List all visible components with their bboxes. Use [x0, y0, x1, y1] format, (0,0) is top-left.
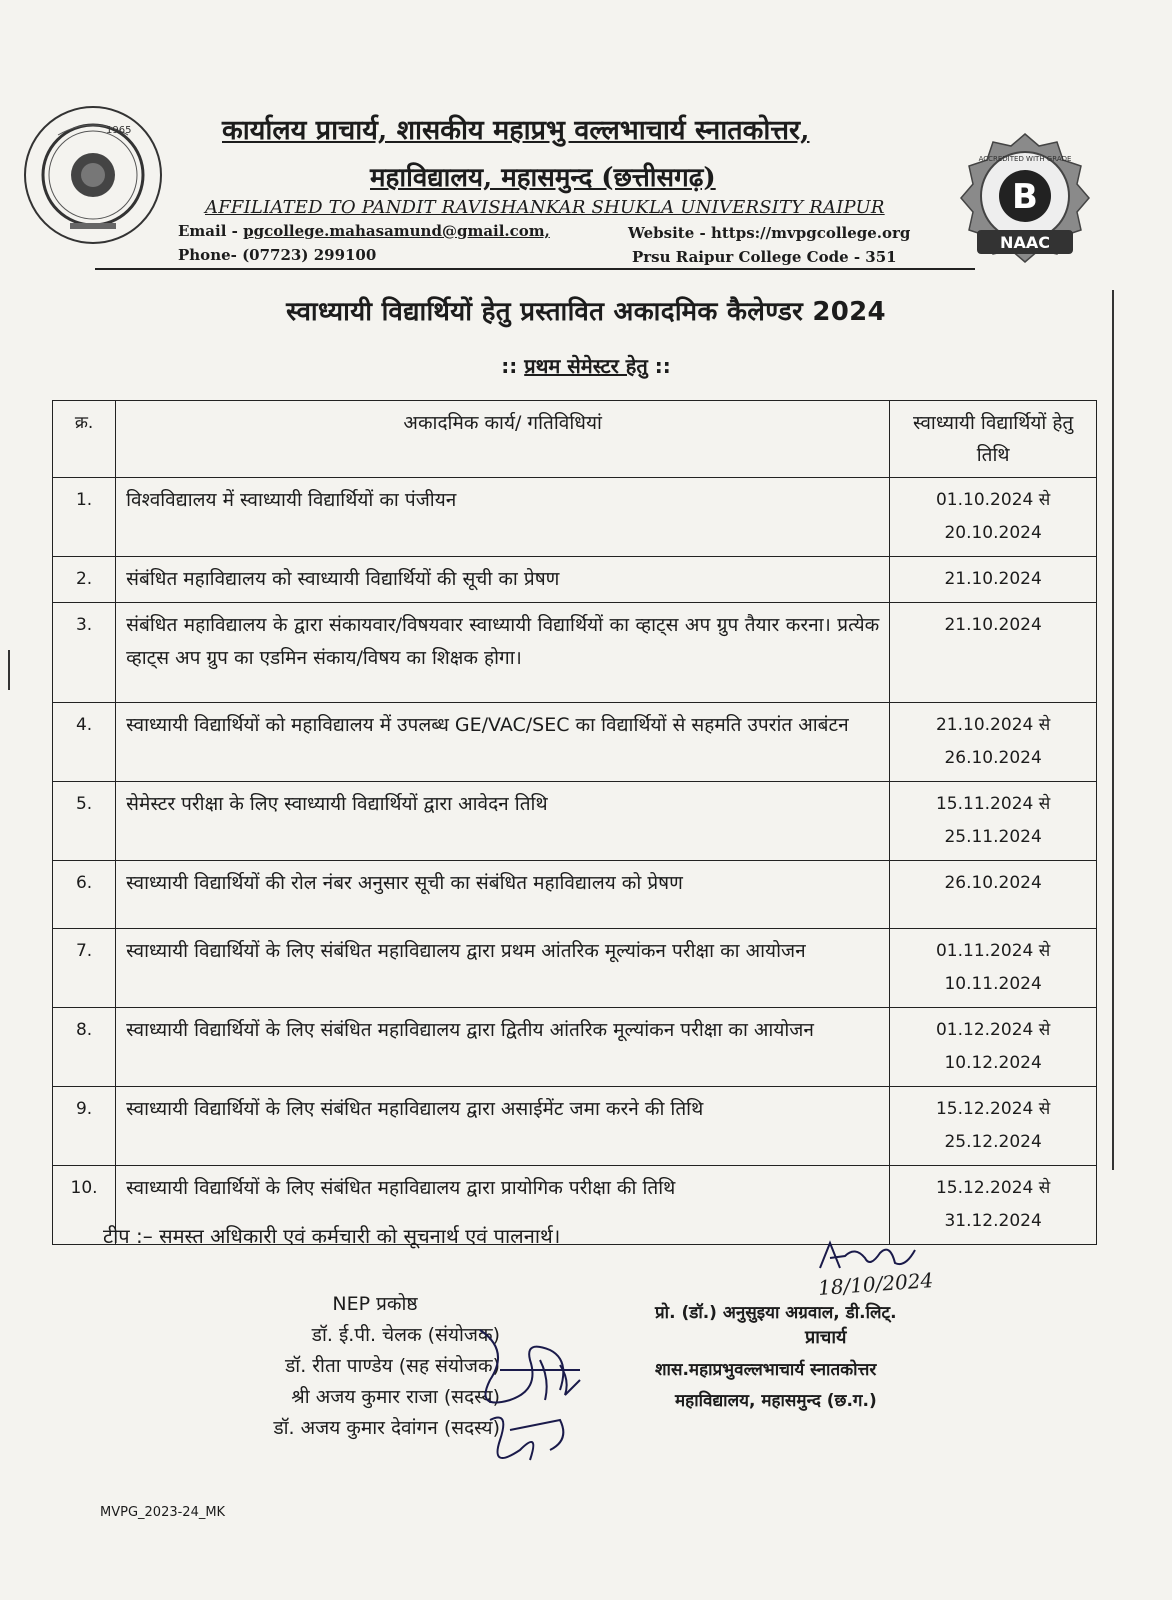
date-from: 26.10.2024 [944, 873, 1042, 893]
subtitle-prefix: :: [501, 354, 525, 378]
row-sn: 9. [53, 1087, 116, 1166]
header-affiliation: AFFILIATED TO PANDIT RAVISHANKAR SHUKLA UNIVERSITY RAIPUR [205, 197, 885, 218]
footer-code: MVPG_2023-24_MK [100, 1505, 226, 1520]
date-from: 21.10.2024 [944, 615, 1042, 635]
college-seal-icon [18, 95, 168, 255]
table-row [53, 1087, 1097, 1166]
nep-member: डॉ. अजय कुमार देवांगन (सदस्य) [273, 1417, 500, 1439]
header-email [178, 222, 550, 240]
row-activity: स्वाध्यायी विद्यार्थियों के लिए संबंधित महाविद्यालय द्वारा प्रायोगिक परीक्षा की तिथि [116, 1166, 890, 1245]
row-date [890, 703, 1097, 782]
row-activity: संबंधित महाविद्यालय को स्वाध्यायी विद्यार्थियों की सूची का प्रेषण [116, 557, 890, 603]
row-date [890, 782, 1097, 861]
row-date [890, 861, 1097, 929]
page-subtitle [0, 352, 1172, 379]
header-activity: अकादमिक कार्य/ गतिविधियां [116, 401, 890, 478]
signatory-block [655, 1300, 995, 1411]
table-row [53, 478, 1097, 557]
svg-text:NAAC: NAAC [1000, 233, 1050, 252]
page-edge-mark [8, 650, 10, 690]
row-sn: 2. [53, 557, 116, 603]
table-body [53, 478, 1097, 1245]
svg-text:ACCREDITED WITH GRADE: ACCREDITED WITH GRADE [978, 155, 1072, 163]
date-to: 25.12.2024 [944, 1132, 1042, 1152]
date-to: 26.10.2024 [944, 748, 1042, 768]
row-date [890, 1008, 1097, 1087]
row-date [890, 929, 1097, 1008]
row-date [890, 1087, 1097, 1166]
date-from: 21.10.2024 [944, 569, 1042, 589]
date-to: 31.12.2024 [944, 1211, 1042, 1231]
row-activity: स्वाध्यायी विद्यार्थियों के लिए संबंधित महाविद्यालय द्वारा द्वितीय आंतरिक मूल्यांकन परीक्षा का आयोजन [116, 1008, 890, 1087]
nep-cell-block [160, 1290, 500, 1444]
header-website[interactable]: Website - https://mvpgcollege.org [628, 224, 911, 242]
date-to: 10.11.2024 [944, 974, 1042, 994]
svg-text:1965: 1965 [106, 125, 132, 136]
row-sn: 6. [53, 861, 116, 929]
row-sn: 7. [53, 929, 116, 1008]
table-row [53, 557, 1097, 603]
page-edge-line [1112, 290, 1114, 1170]
header-email-label: Email - [178, 222, 244, 240]
date-from: 01.10.2024 से [935, 490, 1051, 510]
nep-member: श्री अजय कुमार राजा (सदस्य) [291, 1386, 500, 1408]
header-college-code: Prsu Raipur College Code - 351 [632, 248, 897, 266]
date-from: 21.10.2024 से [935, 715, 1051, 735]
row-activity: सेमेस्टर परीक्षा के लिए स्वाध्यायी विद्यार्थियों द्वारा आवेदन तिथि [116, 782, 890, 861]
signatory-name: प्रो. (डॉ.) अनुसुइया अग्रवाल, डी.लिट्. [655, 1303, 897, 1323]
row-activity: स्वाध्यायी विद्यार्थियों के लिए संबंधित महाविद्यालय द्वारा प्रथम आंतरिक मूल्यांकन परीक्षा का आयोजन [116, 929, 890, 1008]
row-sn: 3. [53, 603, 116, 703]
row-date [890, 557, 1097, 603]
row-date [890, 1166, 1097, 1245]
header-sn: क्र. [53, 401, 116, 478]
calendar-table [52, 400, 1097, 1245]
header-phone: Phone- (07723) 299100 [178, 246, 377, 264]
table-header-row [53, 401, 1097, 478]
nep-member: डॉ. ई.पी. चेलक (संयोजक) [311, 1324, 500, 1346]
row-sn: 8. [53, 1008, 116, 1087]
signatory-role: प्राचार्य [805, 1327, 847, 1348]
row-activity: विश्वविद्यालय में स्वाध्यायी विद्यार्थियों का पंजीयन [116, 478, 890, 557]
table-row [53, 1008, 1097, 1087]
row-activity: संबंधित महाविद्यालय के द्वारा संकायवार/विषयवार स्वाध्यायी विद्यार्थियों का व्हाट्स अप ग्रुप तैयार करना। प्रत्येक व्हाट्स अप ग्रुप का एडमिन संकाय/विषय का शिक्षक होगा। [116, 603, 890, 703]
table-row [53, 703, 1097, 782]
signatory-place: महाविद्यालय, महासमुन्द (छ.ग.) [675, 1391, 877, 1411]
row-activity: स्वाध्यायी विद्यार्थियों के लिए संबंधित महाविद्यालय द्वारा असाईमेंट जमा करने की तिथि [116, 1087, 890, 1166]
page-title: स्वाध्यायी विद्यार्थियों हेतु प्रस्तावित अकादमिक कैलेण्डर 2024 [286, 297, 886, 327]
row-sn: 1. [53, 478, 116, 557]
table-row [53, 782, 1097, 861]
date-from: 15.12.2024 से [935, 1099, 1051, 1119]
row-date [890, 478, 1097, 557]
date-from: 01.12.2024 से [935, 1020, 1051, 1040]
table-row [53, 603, 1097, 703]
note-text: टीप :– समस्त अधिकारी एवं कर्मचारी को सूचनार्थ एवं पालनार्थ। [103, 1224, 561, 1248]
date-to: 20.10.2024 [944, 523, 1042, 543]
row-activity: स्वाध्यायी विद्यार्थियों को महाविद्यालय में उपलब्ध GE/VAC/SEC का विद्यार्थियों से सहमति उपरांत आबंटन [116, 703, 890, 782]
naac-badge-icon [955, 130, 1095, 275]
header-email-link[interactable]: pgcollege.mahasamund@gmail.com, [243, 222, 550, 240]
nep-signature-icon [470, 1320, 600, 1480]
signatory-institution: शास.महाप्रभुवल्लभाचार्य स्नातकोत्तर [655, 1360, 877, 1380]
row-sn: 4. [53, 703, 116, 782]
row-activity: स्वाध्यायी विद्यार्थियों की रोल नंबर अनुसार सूची का संबंधित महाविद्यालय को प्रेषण [116, 861, 890, 929]
header-date: स्वाध्यायी विद्यार्थियों हेतु तिथि [890, 401, 1097, 478]
subtitle-suffix: :: [647, 354, 671, 378]
nep-heading: NEP प्रकोष्ठ [332, 1293, 418, 1315]
row-sn: 5. [53, 782, 116, 861]
date-from: 01.11.2024 से [935, 941, 1051, 961]
signature-date: 18/10/2024 [817, 1268, 934, 1300]
date-to: 25.11.2024 [944, 827, 1042, 847]
table-row [53, 929, 1097, 1008]
date-from: 15.12.2024 से [935, 1178, 1051, 1198]
table-row [53, 861, 1097, 929]
row-sn: 10. [53, 1166, 116, 1245]
header-divider [95, 268, 975, 270]
date-to: 10.12.2024 [944, 1053, 1042, 1073]
nep-member: डॉ. रीता पाण्डेय (सह संयोजक) [285, 1355, 500, 1377]
date-from: 15.11.2024 से [935, 794, 1051, 814]
header-title-line2: महाविद्यालय, महासमुन्द (छत्तीसगढ़) [370, 163, 716, 193]
header-title-line1: कार्यालय प्राचार्य, शासकीय महाप्रभु वल्लभाचार्य स्नातकोत्तर, [222, 115, 810, 146]
row-date [890, 603, 1097, 703]
svg-text:B: B [1012, 177, 1038, 217]
subtitle-text: प्रथम सेमेस्टर हेतु [524, 354, 648, 378]
